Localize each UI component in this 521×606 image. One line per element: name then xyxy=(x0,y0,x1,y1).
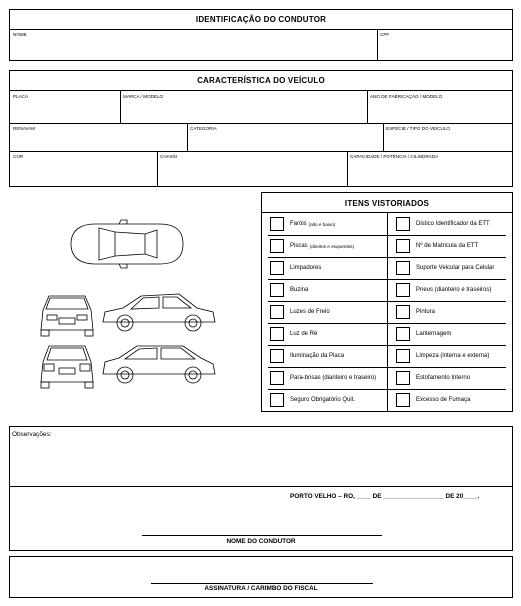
item-right-checkbox[interactable] xyxy=(396,217,410,231)
car-outline-icons xyxy=(9,192,261,412)
observacoes-field[interactable] xyxy=(11,439,511,485)
item-right-label: Lanternagem xyxy=(416,330,452,337)
item-right-label: Distico Identificador da ETT xyxy=(416,220,490,227)
vehicle-diagram-area xyxy=(9,192,261,412)
renavam-label: RENAVAM xyxy=(13,126,36,131)
placa-label: PLACA xyxy=(13,94,29,99)
observacoes-label: Observações: xyxy=(12,431,52,438)
name-field[interactable] xyxy=(11,30,376,60)
item-left-checkbox[interactable] xyxy=(270,349,284,363)
item-right-label: Excesso de Fumaça xyxy=(416,396,471,403)
item-left-checkbox[interactable] xyxy=(270,239,284,253)
vehicle-title: CARACTERÍSTICA DO VEÍCULO xyxy=(197,76,325,85)
item-left-checkbox[interactable] xyxy=(270,393,284,407)
car-front-view-icon xyxy=(41,296,93,336)
cpf-field[interactable] xyxy=(379,30,512,60)
item-right-checkbox[interactable] xyxy=(396,261,410,275)
vehicle-section xyxy=(9,70,513,187)
conductor-title: IDENTIFICAÇÃO DO CONDUTOR xyxy=(195,15,327,24)
item-left-checkbox[interactable] xyxy=(270,283,284,297)
item-right-checkbox[interactable] xyxy=(396,239,410,253)
items-section xyxy=(261,192,513,412)
car-side-view-2-icon xyxy=(103,346,215,383)
especie-label: ESPÉCIE / TIPO DO VEÍCULO xyxy=(386,126,450,131)
cpf-label: CPF xyxy=(380,32,390,37)
car-side-view-icon xyxy=(103,294,215,331)
cor-label: COR xyxy=(13,154,24,159)
item-right-checkbox[interactable] xyxy=(396,393,410,407)
item-left-checkbox[interactable] xyxy=(270,305,284,319)
categoria-label: CATEGORIA xyxy=(190,126,217,131)
car-top-view-icon xyxy=(71,220,183,268)
conductor-section xyxy=(9,9,513,61)
name-label: NOME xyxy=(13,32,27,37)
marca-label: MARCA / MODELO xyxy=(123,94,164,99)
item-left-label: Buzina xyxy=(290,286,309,293)
item-left-label: Para-brisas (dianteiro e traseiro) xyxy=(290,374,377,381)
conductor-signature-label: NOME DO CONDUTOR xyxy=(226,538,296,545)
item-right-label: Suporte Veicular para Celular xyxy=(416,264,495,271)
item-left-label: Limpadores xyxy=(290,264,322,271)
item-left-checkbox[interactable] xyxy=(270,217,284,231)
item-left-checkbox[interactable] xyxy=(270,327,284,341)
item-left-label: Luz de Ré xyxy=(290,330,318,337)
item-left-checkbox[interactable] xyxy=(270,371,284,385)
item-left-label: Luzes de Freio xyxy=(290,308,330,315)
item-right-label: Pneus (dianteiro e traseiros) xyxy=(416,286,492,293)
item-right-checkbox[interactable] xyxy=(396,283,410,297)
items-title: ITENS VISTORIADOS xyxy=(344,199,430,208)
item-right-checkbox[interactable] xyxy=(396,371,410,385)
item-right-label: Nº de Matricula da ETT xyxy=(416,242,479,249)
fiscal-section xyxy=(9,556,513,598)
item-left-label: Iluminação da Placa xyxy=(290,352,345,359)
chassi-label: CHASSI xyxy=(160,154,178,159)
item-right-label: Limpeza (interna e externa) xyxy=(416,352,490,359)
observations-section xyxy=(9,426,513,551)
item-right-label: Estofamento Interno xyxy=(416,374,471,381)
place-date-line: PORTO VELHO – RO, ____ DE _________________ DE 20____. xyxy=(290,493,480,500)
ano-label: ANO DE FABRICAÇÃO / MODELO xyxy=(370,94,443,99)
capacidade-label: CAPACIDADE / POTÊNCIA / CILINDRADA xyxy=(350,154,439,159)
item-left-label: Faróis (alto e baixo) xyxy=(290,220,336,227)
item-left-label: Seguro Obrigatório Quit. xyxy=(290,396,356,403)
car-rear-view-icon xyxy=(41,346,93,388)
item-left-checkbox[interactable] xyxy=(270,261,284,275)
item-right-checkbox[interactable] xyxy=(396,349,410,363)
item-right-checkbox[interactable] xyxy=(396,305,410,319)
item-right-label: Pintura xyxy=(416,308,436,315)
item-left-label: Piscas (direitos e esquerdos) xyxy=(290,242,355,249)
fiscal-signature-label: ASSINATURA / CARIMBO DO FISCAL xyxy=(204,585,318,592)
items-grid xyxy=(262,213,512,411)
item-right-checkbox[interactable] xyxy=(396,327,410,341)
